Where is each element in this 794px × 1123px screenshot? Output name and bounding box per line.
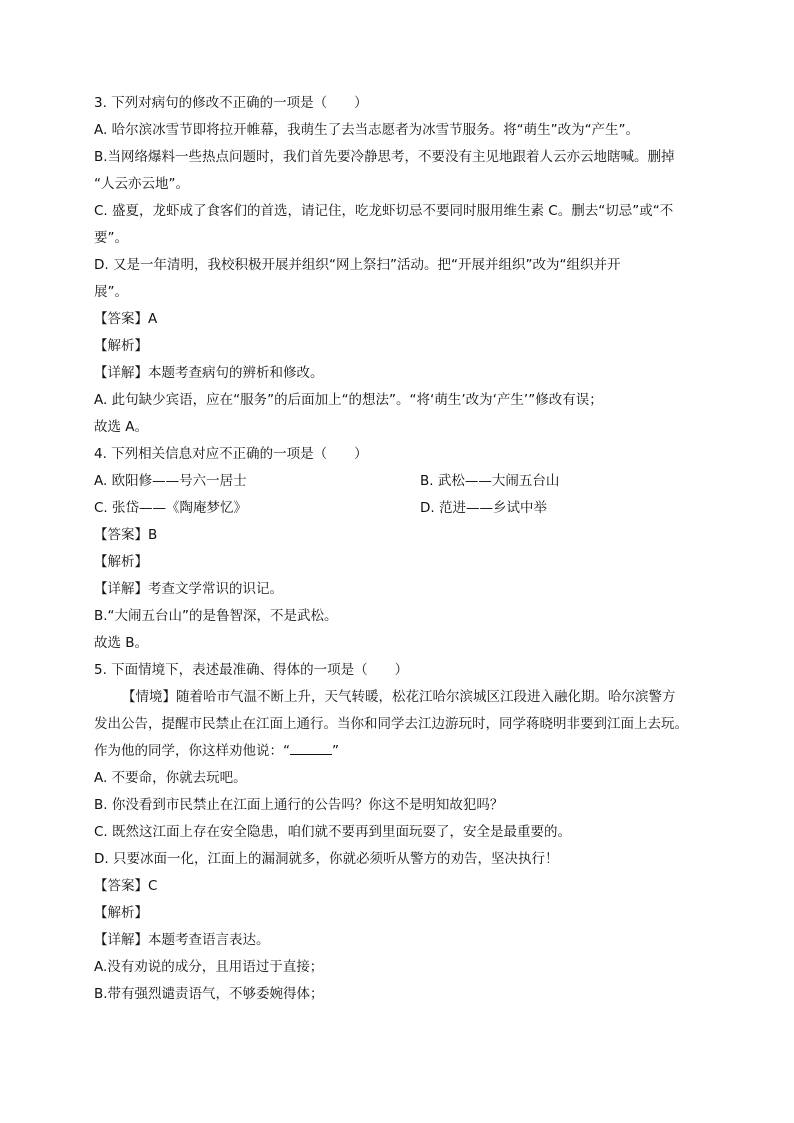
q3-option-a: A. 哈尔滨冰雪节即将拉开帷幕，我萌生了去当志愿者为冰雪节服务。将“萌生”改为“产生”。 [94, 122, 640, 138]
q3-analysis-tag: 【解析】 [94, 338, 148, 354]
q5-context-line3 [94, 738, 714, 765]
q4-analysis-tag: 【解析】 [94, 554, 148, 570]
context-suffix: ” [332, 743, 339, 759]
q4-option-a: A. 欧阳修——号六一居士 [94, 473, 247, 489]
q3-explanation-line1: A. 此句缺少宾语，应在“服务”的后面加上“的想法”。“将‘萌生’改为‘产生’”修改有误； [94, 392, 603, 408]
q5-explanation-line2: B.带有强烈谴责语气，不够委婉得体； [94, 986, 324, 1002]
q4-answer [94, 522, 714, 549]
answer-tag: 【答案】 [94, 527, 148, 543]
q3-explanation-line2: 故选 A。 [94, 419, 149, 435]
q4-option-d: D. 范进——乡试中举 [420, 500, 547, 516]
q5-option-a: A. 不要命，你就去玩吧。 [94, 770, 247, 786]
context-prefix: 作为他的同学，你这样劝他说：“ [94, 743, 290, 759]
q3-detail [94, 360, 714, 387]
q3-option-b-line1: B.当网络爆料一些热点问题时，我们首先要冷静思考，不要没有主见地跟着人云亦云地瞎喊。删掉 [94, 149, 675, 165]
detail-tag: 【详解】 [94, 365, 148, 381]
answer-value: B [148, 527, 158, 543]
answer-tag: 【答案】 [94, 878, 148, 894]
q4-options-row1 [94, 468, 714, 495]
answer-tag: 【答案】 [94, 311, 148, 327]
detail-tag: 【详解】 [94, 932, 148, 948]
q5-context-line2: 发出公告，提醒市民禁止在江面上通行。当你和同学去江边游玩时，同学蒋晓明非要到江面上去玩。 [94, 716, 688, 732]
q4-explanation-line1: B.“大闹五台山”的是鲁智深，不是武松。 [94, 608, 338, 624]
q3-option-d-line1: D. 又是一年清明，我校积极开展并组织“网上祭扫”活动。把“开展并组织”改为“组织并开 [94, 257, 621, 273]
q3-answer [94, 306, 714, 333]
q4-options-row2 [94, 495, 714, 522]
q4-option-b: B. 武松——大闹五台山 [420, 473, 560, 489]
q5-option-d: D. 只要冰面一化，江面上的漏洞就多，你就必须听从警方的劝告，坚决执行！ [94, 851, 559, 867]
q3-option-c-line1: C. 盛夏，龙虾成了食客们的首选，请记住，吃龙虾切忌不要同时服用维生素 C。删去“切忌”或“不 [94, 203, 674, 219]
q4-explanation-line2: 故选 B。 [94, 635, 149, 651]
detail-tag: 【详解】 [94, 581, 148, 597]
q5-answer [94, 873, 714, 900]
q5-option-b: B. 你没看到市民禁止在江面上通行的公告吗？你这不是明知故犯吗？ [94, 797, 504, 813]
q5-context-line1: 【情境】随着哈市气温不断上升，天气转暖，松花江哈尔滨城区江段进入融化期。哈尔滨警方 [122, 689, 676, 705]
q4-stem: 4. 下列相关信息对应不正确的一项是（ ） [94, 446, 368, 462]
q4-detail [94, 576, 714, 603]
q3-stem: 3. 下列对病句的修改不正确的一项是（ ） [94, 95, 368, 111]
detail-text: 考查文学常识的识记。 [148, 581, 283, 597]
answer-blank [290, 740, 332, 755]
document-page [94, 90, 714, 1008]
q5-stem: 5. 下面情境下，表述最准确、得体的一项是（ ） [94, 662, 409, 678]
detail-text: 本题考查语言表达。 [148, 932, 270, 948]
answer-value: C [148, 878, 158, 894]
q3-option-d-line2: 展”。 [94, 284, 128, 300]
q3-option-b-line2: “人云亦云地”。 [94, 176, 189, 192]
q5-analysis-tag: 【解析】 [94, 905, 148, 921]
q3-option-c-line2: 要”。 [94, 230, 128, 246]
q5-explanation-line1: A.没有劝说的成分，且用语过于直接； [94, 959, 324, 975]
q4-option-c: C. 张岱——《陶庵梦忆》 [94, 500, 248, 516]
answer-value: A [148, 311, 158, 327]
q5-detail [94, 927, 714, 954]
detail-text: 本题考查病句的辨析和修改。 [148, 365, 324, 381]
q5-option-c: C. 既然这江面上存在安全隐患，咱们就不要再到里面玩耍了，安全是最重要的。 [94, 824, 572, 840]
